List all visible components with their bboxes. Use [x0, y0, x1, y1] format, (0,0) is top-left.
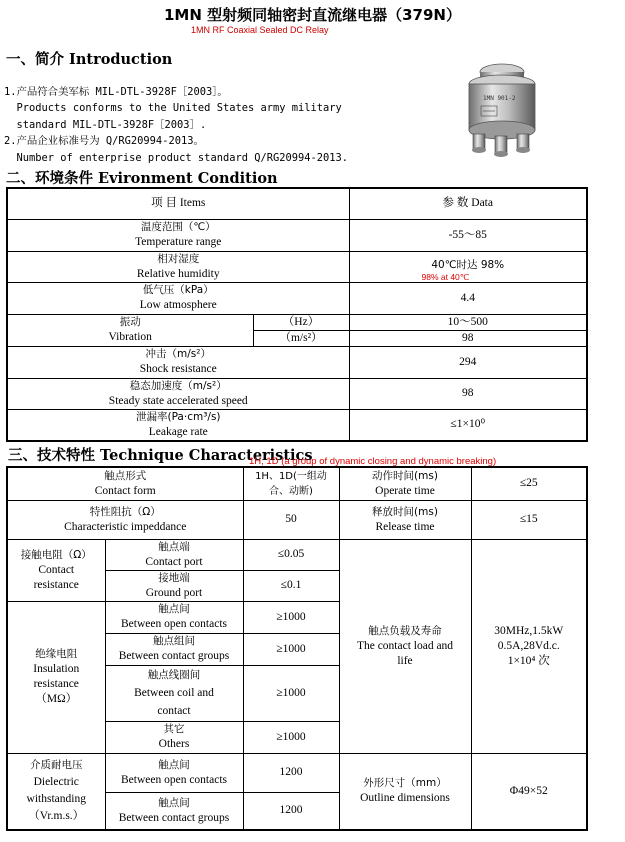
- env-row-temp: 温度范围（℃） Temperature range: [7, 219, 349, 251]
- tech-operate-time: 动作时间(ms) Operate time: [339, 467, 471, 500]
- tech-heading: 三、技术特性 Technique Characteristics: [8, 447, 313, 464]
- env-shock-value: 294: [349, 346, 587, 378]
- tech-contact-port: 触点端 Contact port: [105, 539, 243, 570]
- tech-ins-coil-contact: 触点线圈间 Between coil and contact: [105, 665, 243, 721]
- env-row-humidity: 相对湿度 Relative humidity: [7, 251, 349, 282]
- env-row-acceleration: 稳态加速度（m/s²） Steady state accelerated speed: [7, 378, 349, 409]
- tech-dimensions-value: Φ49×52: [471, 753, 587, 830]
- env-row-shock: 冲击（m/s²） Shock resistance: [7, 346, 349, 378]
- env-pressure-value: 4.4: [349, 282, 587, 314]
- intro-text: [4, 67, 348, 166]
- tech-diel-open-contacts-value: 1200: [243, 753, 339, 792]
- page-title: 1MN 型射频同轴密封直流继电器（379N）: [163, 6, 461, 24]
- tech-load-life-value: 30MHz,1.5kW 0.5A,28Vd.c. 1×10⁴ 次: [471, 539, 587, 753]
- tech-load-life: 触点负载及寿命 The contact load and life: [339, 539, 471, 753]
- tech-diel-open-contacts: 触点间 Between open contacts: [105, 753, 243, 792]
- intro-line: standard MIL-DTL-3928F［2003］.: [4, 118, 207, 131]
- tech-diel-contact-groups-value: 1200: [243, 792, 339, 830]
- env-row-leakage: 泄漏率(Pa·cm³/s) Leakage rate: [7, 409, 349, 441]
- env-leakage-value: ≤1×10⁰: [349, 409, 587, 441]
- environment-table: [6, 187, 588, 442]
- contact-form-note: 1H, 1D (a group of dynamic closing and dynamic breaking): [249, 456, 497, 467]
- tech-contact-form-value: 1H、1D(一组动合、动断): [243, 467, 339, 500]
- env-temp-value: -55～85: [349, 219, 587, 251]
- tech-ground-port-value: ≤0.1: [243, 570, 339, 601]
- tech-ins-others-value: ≥1000: [243, 721, 339, 753]
- env-row-pressure: 低气压（kPa） Low atmosphere: [7, 282, 349, 314]
- intro-heading: 一、简介 Introduction: [6, 51, 173, 68]
- tech-operate-time-value: ≤25: [471, 467, 587, 500]
- intro-line: Products conforms to the United States army military: [4, 102, 342, 114]
- env-header-data: 参 数 Data: [349, 188, 587, 219]
- page-subtitle: 1MN RF Coaxial Sealed DC Relay: [191, 25, 329, 35]
- tech-diel-contact-groups: 触点间 Between contact groups: [105, 792, 243, 830]
- intro-line: 1.产品符合美军标 MIL-DTL-3928F［2003］。: [4, 85, 228, 98]
- tech-contact-port-value: ≤0.05: [243, 539, 339, 570]
- env-row-vibration: 振动 Vibration: [7, 314, 253, 346]
- tech-release-time-value: ≤15: [471, 500, 587, 539]
- tech-ins-contact-groups-value: ≥1000: [243, 633, 339, 665]
- relay-product-image: [461, 60, 543, 160]
- tech-ins-coil-contact-value: ≥1000: [243, 665, 339, 721]
- technique-table: [6, 466, 588, 831]
- intro-line: Number of enterprise product standard Q/RG20994-2013.: [4, 151, 349, 164]
- tech-impedance: 特性阻抗（Ω） Characteristic impeddance: [7, 500, 243, 539]
- intro-line: 2.产品企业标准号为 Q/RG20994-2013。: [4, 135, 204, 147]
- tech-dielectric: 介质耐电压 Dielectric withstanding （Vr.m.s.）: [7, 753, 105, 830]
- tech-ins-contact-groups: 触点组间 Between contact groups: [105, 633, 243, 665]
- vib-value-ms2: 98: [349, 330, 587, 346]
- tech-contact-form: 触点形式 Contact form: [7, 467, 243, 500]
- env-acceleration-value: 98: [349, 378, 587, 409]
- tech-release-time: 释放时间(ms) Release time: [339, 500, 471, 539]
- vib-unit-ms2: （m/s²）: [253, 330, 349, 346]
- env-header-item: 项 目 Items: [7, 188, 349, 219]
- tech-ground-port: 接地端 Ground port: [105, 570, 243, 601]
- tech-ins-open-contacts: 触点间 Between open contacts: [105, 601, 243, 633]
- vib-unit-hz: （Hz）: [253, 314, 349, 330]
- relay-label: 1MN 901-2: [483, 95, 516, 102]
- tech-ins-open-contacts-value: ≥1000: [243, 601, 339, 633]
- tech-impedance-value: 50: [243, 500, 339, 539]
- env-humidity-value: 40℃时达 98% 98% at 40℃: [349, 251, 587, 282]
- tech-insulation-resistance: 绝缘电阻 Insulation resistance （MΩ）: [7, 601, 105, 753]
- env-heading: 二、环境条件 Evironment Condition: [6, 170, 278, 187]
- tech-contact-resistance: 接触电阻（Ω） Contact resistance: [7, 539, 105, 601]
- tech-ins-others: 其它 Others: [105, 721, 243, 753]
- tech-dimensions: 外形尺寸（mm） Outline dimensions: [339, 753, 471, 830]
- vib-value-hz: 10～500: [349, 314, 587, 330]
